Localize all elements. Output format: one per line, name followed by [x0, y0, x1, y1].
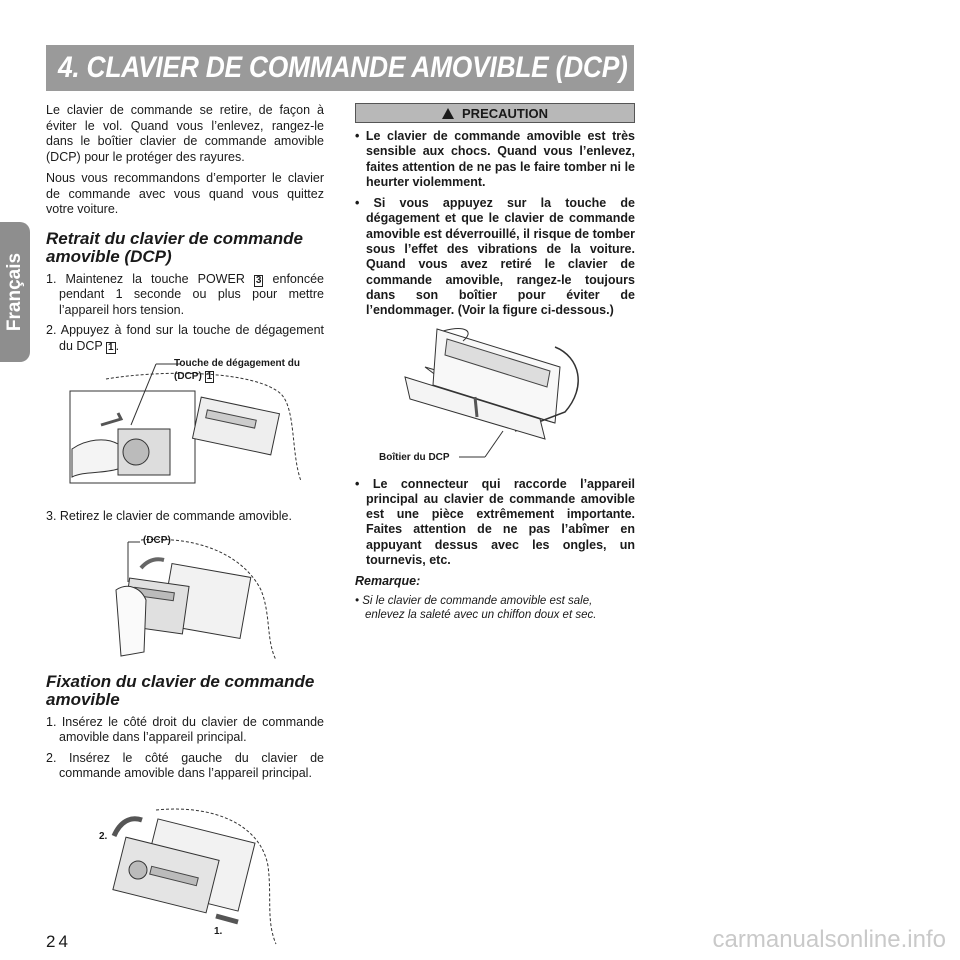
dcp-case-figure	[355, 327, 635, 465]
removal-step-3: 3. Retirez le clavier de commande amovible.	[46, 509, 292, 523]
key-badge: 1	[108, 341, 114, 353]
removal-steps-continued	[46, 509, 324, 525]
dcp-case-label: Boîtier du DCP	[379, 451, 450, 463]
step-text: 1. Maintenez la touche POWER	[46, 271, 254, 286]
precaution-item: • Le clavier de commande amovible est très sensible aux chocs. Quand vous l’enlevez, faites attention de ne pas le faire tomber ni le heurter violemment.	[355, 129, 635, 189]
intro-paragraph: Le clavier de commande se retire, de façon à éviter le vol. Quand vous l’enlevez, rangez-le dans le boîtier clavier de commande amovible (DCP) pour le protéger des rayures.	[46, 103, 324, 164]
key-badge: 3	[255, 274, 262, 286]
step-text: .	[115, 338, 120, 353]
dcp-attach-illustration	[46, 796, 324, 946]
dcp-attach-figure	[46, 796, 324, 946]
page-title: 4. CLAVIER DE COMMANDE AMOVIBLE (DCP)	[58, 51, 628, 84]
attach-heading: Fixation du clavier de commande amovible	[46, 671, 315, 709]
precaution-bar	[355, 103, 635, 123]
attach-steps	[46, 715, 324, 782]
remark-title: Remarque:	[355, 574, 421, 589]
step-text: 2. Appuyez à fond sur la touche de dégagement du DCP	[46, 323, 324, 353]
step-text: enfoncée pendant 1 seconde ou plus pour mettre l’appareil hors tension.	[59, 271, 324, 317]
precaution-heading	[356, 106, 634, 122]
intro-paragraph: Nous vous recommandons d’emporter le clavier de commande avec vous quand vous quittez votre voiture.	[46, 171, 324, 216]
precaution-item: • Si vous appuyez sur la touche de dégagement et que le clavier de commande amovible est déverrouillé, il risque de tomber sous l’effet des vibrations de la voiture. Quand vous avez retiré le clavier de commande amovible, rangez-le toujours dans son boîtier pour éviter de l’endommager. (Voir la figure ci-dessous.)	[355, 196, 635, 318]
dcp-removal-figure	[46, 530, 324, 665]
title-bar	[46, 45, 634, 91]
precaution-item: • Le connecteur qui raccorde l’appareil principal au clavier de commande amovible est une pièce extrêmement importante. Faites attention de ne pas l’abîmer en appuyant dessus avec les ongles, un tournevis, etc.	[355, 476, 635, 568]
step-2-marker: 2.	[99, 830, 108, 842]
removal-step-1	[46, 272, 324, 319]
label-text: (DCP)	[174, 371, 205, 382]
removal-step-2	[46, 323, 324, 354]
precaution-list-continued	[355, 477, 635, 569]
dcp-case-illustration	[355, 327, 635, 465]
release-button-figure	[46, 359, 324, 495]
step-1-marker: 1.	[214, 925, 223, 937]
dcp-removal-illustration	[46, 530, 324, 665]
precaution-list	[355, 129, 635, 319]
removal-steps	[46, 272, 324, 355]
release-button-label	[174, 357, 300, 383]
label-line	[174, 370, 300, 383]
warning-icon	[442, 108, 454, 119]
removal-heading: Retrait du clavier de commande amovible (DCP)	[46, 228, 303, 266]
right-column	[355, 103, 635, 622]
language-tab-label: Français	[4, 252, 25, 332]
precaution-title: PRECAUTION	[462, 106, 548, 121]
label-line: Touche de dégagement du	[174, 358, 300, 369]
attach-step-1: 1. Insérez le côté droit du clavier de commande amovible dans l’appareil principal.	[46, 714, 324, 744]
key-badge: 1	[206, 371, 213, 382]
attach-step-2: 2. Insérez le côté gauche du clavier de commande amovible dans l’appareil principal.	[46, 750, 324, 780]
language-tab	[0, 222, 30, 362]
remark-note: • Si le clavier de commande amovible est sale, enlevez la saleté avec un chiffon doux et sec.	[355, 594, 597, 621]
page-number: 24	[46, 932, 71, 951]
watermark: carmanualsonline.info	[712, 926, 946, 953]
left-column	[46, 103, 324, 946]
dcp-label: (DCP)	[143, 534, 171, 546]
